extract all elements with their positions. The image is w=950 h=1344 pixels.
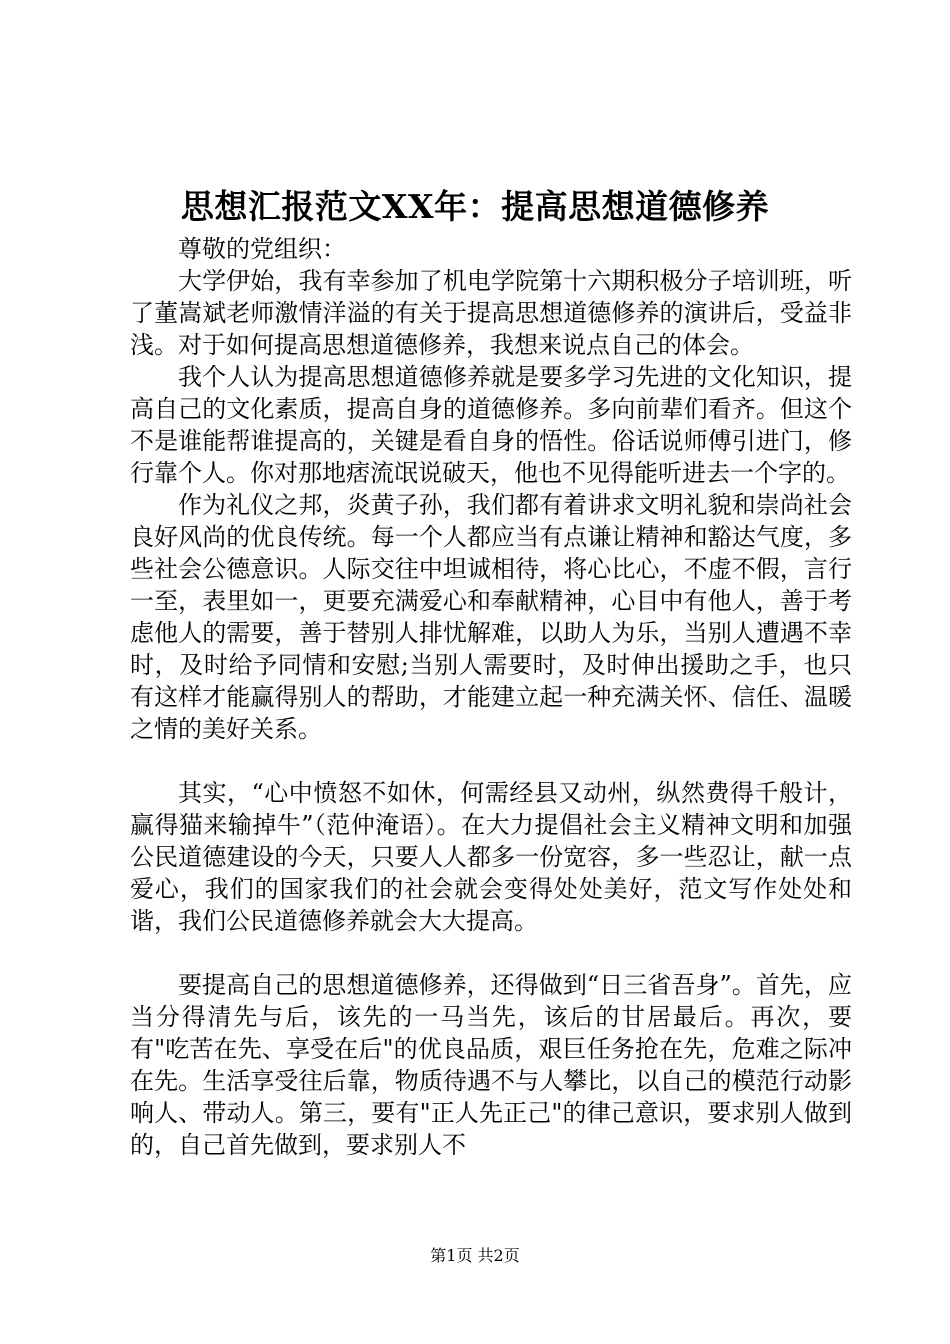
page-footer: 第1页 共2页 xyxy=(430,1246,520,1265)
paragraph-3: 作为礼仪之邦，炎黄子孙，我们都有着讲求文明礼貌和崇尚社会良好风尚的优良传统。每一个人都应当有点谦让精神和豁达气度，多些社会公德意识。人际交往中坦诚相待，将心比心，不虚不假，言行一至，表里如一，更要充满爱心和奉献精神，心目中有他人，善于考虑他人的需要，善于替别人排忧解难，以助人为乐，当别人遭遇不幸时，及时给予同情和安慰;当别人需要时，及时伸出援助之手，也只有这样才能赢得别人的帮助，才能建立起一种充满关怀、信任、温暖之情的美好关系。 xyxy=(130,491,852,743)
paragraph-1: 大学伊始，我有幸参加了机电学院第十六期积极分子培训班，听了董嵩斌老师激情洋溢的有关于提高思想道德修养的演讲后，受益非浅。对于如何提高思想道德修养，我想来说点自己的体会。 xyxy=(130,267,852,359)
paragraph-5: 要提高自己的思想道德修养，还得做到“日三省吾身”。首先，应当分得清先与后，该先的一马当先，该后的甘居最后。再次，要有"吃苦在先、享受在后"的优良品质，艰巨任务抢在先，危难之际冲在先。生活享受往后靠，物质待遇不与人攀比，以自己的模范行动影响人、带动人。第三，要有"正人先正己"的律己意识，要求别人做到的，自己首先做到，要求别人不 xyxy=(130,971,852,1159)
document-title: 思想汇报范文XX年：提高思想道德修养 xyxy=(180,187,770,226)
salutation: 尊敬的党组织： xyxy=(178,235,346,263)
paragraph-2: 我个人认为提高思想道德修养就是要多学习先进的文化知识，提高自己的文化素质，提高自身的道德修养。多向前辈们看齐。但这个不是谁能帮谁提高的，关键是看自身的悟性。俗话说师傅引进门，修行靠个人。你对那地痞流氓说破天，他也不见得能听进去一个字的。 xyxy=(130,363,852,487)
paragraph-4: 其实，“心中愤怒不如休，何需经县又动州，纵然费得千般计，赢得猫来输掉牛”（范仲淹语）。在大力提倡社会主义精神文明和加强公民道德建设的今天，只要人人都多一份宽容，多一些忍让，献一点爱心，我们的国家我们的社会就会变得处处美好，范文写作处处和谐，我们公民道德修养就会大大提高。 xyxy=(130,779,852,935)
document-body xyxy=(130,233,852,1161)
